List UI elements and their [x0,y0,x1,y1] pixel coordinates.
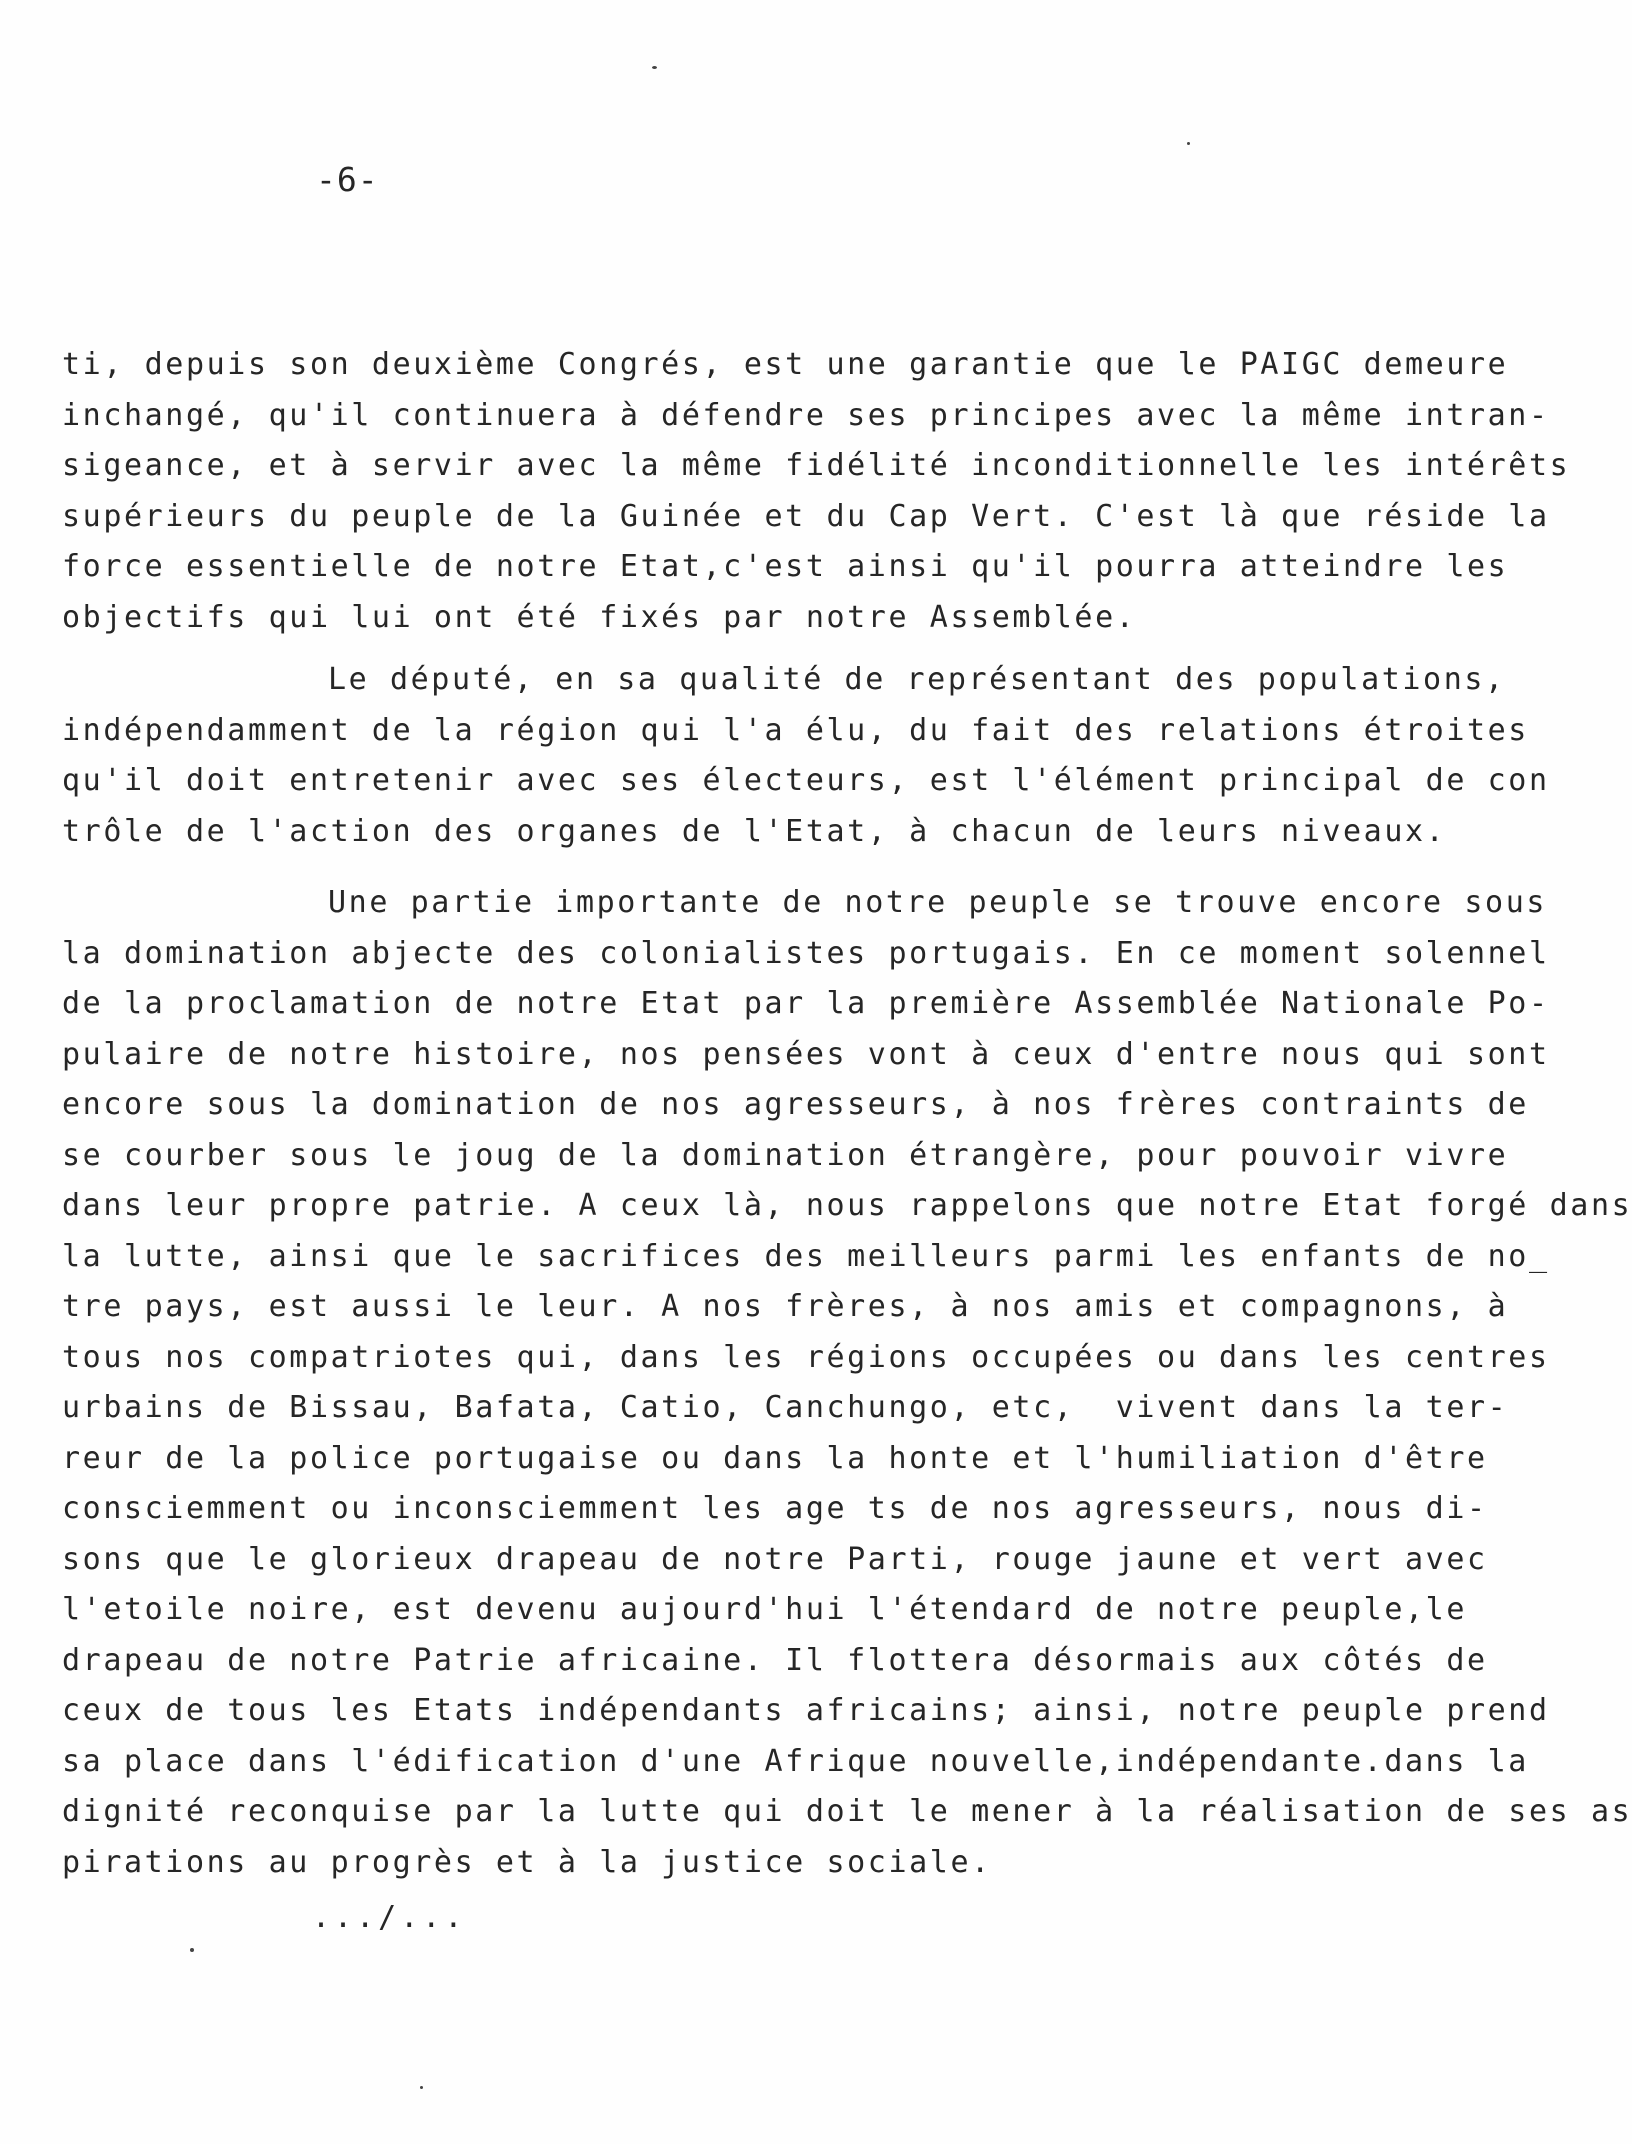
paragraph-2 [62,655,1550,857]
text-line: pulaire de notre histoire, nos pensées vont à ceux d'entre nous qui sont [62,1036,1550,1072]
text-line: reur de la police portugaise ou dans la honte et l'humiliation d'être [62,1440,1488,1476]
page-number: -6- [316,160,379,199]
text-line: ceux de tous les Etats indépendants africains; ainsi, notre peuple prend [62,1693,1550,1728]
text-line: pirations au progrès et à la justice sociale. [62,1844,992,1880]
text-line: l'etoile noire, est devenu aujourd'hui l'étendard de notre peuple,le [62,1592,1467,1627]
text-line: urbains de Bissau, Bafata, Catio, Canchungo, etc, vivent dans la ter- [62,1390,1509,1425]
scan-speck [1187,142,1190,145]
text-line: consciemment ou inconsciemment les age ts de nos agresseurs, nous di- [62,1491,1488,1526]
text-line: qu'il doit entretenir avec ses électeurs, est l'élément principal de con [62,763,1550,798]
text-line: sa place dans l'édification d'une Afrique nouvelle,indépendante.dans la [62,1743,1529,1779]
text-line: dignité reconquise par la lutte qui doit le mener à la réalisation de ses as [62,1794,1632,1829]
text-line: sigeance, et à servir avec la même fidélité inconditionnelle les intérêts [62,448,1571,483]
text-line: trôle de l'action des organes de l'Etat, à chacun de leurs niveaux. [62,813,1447,849]
text-line: inchangé, qu'il continuera à défendre ses principes avec la même intran- [62,397,1550,433]
text-line: tre pays, est aussi le leur. A nos frères, à nos amis et compagnons, à [62,1289,1509,1324]
text-line: dans leur propre patrie. A ceux là, nous rappelons que notre Etat forgé dans [62,1188,1632,1223]
continuation-mark: .../... [312,1900,467,1935]
text-line: Une partie importante de notre peuple se trouve encore sous [328,885,1548,920]
text-line: objectifs qui lui ont été fixés par notre Assemblée. [62,599,1137,635]
scan-speck [190,1948,194,1952]
scan-speck [420,2086,423,2089]
text-line: supérieurs du peuple de la Guinée et du Cap Vert. C'est là que réside la [62,498,1550,534]
text-line: la domination abjecte des colonialistes portugais. En ce moment solennel [62,935,1550,971]
text-line: se courber sous le joug de la domination étrangère, pour pouvoir vivre [62,1137,1509,1173]
text-line: encore sous la domination de nos agresseurs, à nos frères contraints de [62,1087,1529,1122]
text-line: la lutte, ainsi que le sacrifices des meilleurs parmi les enfants de no_ [62,1238,1550,1274]
text-line: drapeau de notre Patrie africaine. Il flottera désormais aux côtés de [62,1642,1488,1678]
text-line: tous nos compatriotes qui, dans les régions occupées ou dans les centres [62,1339,1550,1375]
text-line: de la proclamation de notre Etat par la première Assemblée Nationale Po- [62,986,1550,1021]
scan-speck [652,66,657,69]
paragraph-3 [62,878,1632,1888]
text-line: ti, depuis son deuxième Congrés, est une garantie que le PAIGC demeure [62,347,1509,382]
text-line: force essentielle de notre Etat,c'est ainsi qu'il pourra atteindre les [62,549,1509,584]
text-line: Le député, en sa qualité de représentant des populations, [328,662,1506,697]
text-line: sons que le glorieux drapeau de notre Parti, rouge jaune et vert avec [62,1541,1488,1577]
text-line: indépendamment de la région qui l'a élu, du fait des relations étroites [62,712,1529,748]
paragraph-1 [62,340,1570,643]
